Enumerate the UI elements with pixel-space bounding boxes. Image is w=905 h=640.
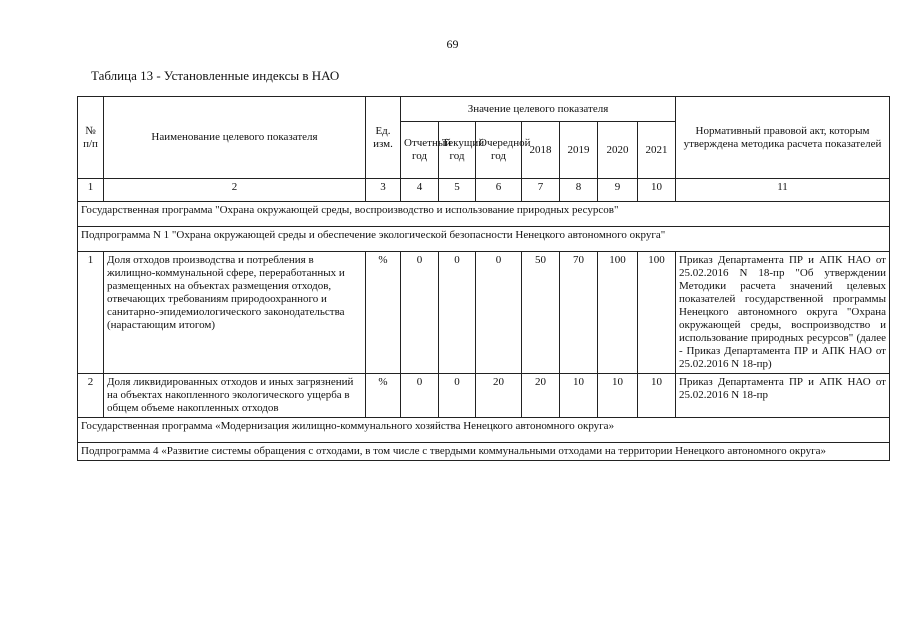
row-value: 10: [560, 374, 598, 418]
page-number: 69: [446, 37, 459, 51]
row-act: Приказ Департамента ПР и АПК НАО от 25.02.2016 N 18-пр: [676, 374, 890, 418]
header-next-year: Очередной год: [476, 122, 522, 179]
column-number: 1: [78, 179, 104, 202]
column-number: 9: [598, 179, 638, 202]
row-act: Приказ Департамента ПР и АПК НАО от 25.02.2016 N 18-пр "Об утверждении Методики расчета значений целевых показателей государственной программы Ненецкого автономного округа "Охрана окружающей среды, воспроизводство и использование природных ресурсов" (далее - Приказ Департамента ПР и АПК НАО от 25.02.2016 N 18-пр): [676, 252, 890, 374]
header-group: Значение целевого показателя: [401, 97, 676, 122]
header-year-2020: 2020: [598, 122, 638, 179]
row-name: Доля отходов производства и потребления в жилищно-коммунальной сфере, переработанных и размещенных на объектах размещения отходов, отвечающих требованиям природоохранного и санитарно-эпидемиологического законодательства (нарастающим итогом): [104, 252, 366, 374]
header-year-2019: 2019: [560, 122, 598, 179]
header-act: Нормативный правовой акт, которым утверждена методика расчета показателей: [676, 97, 890, 179]
row-unit: %: [366, 252, 401, 374]
header-unit: Ед. изм.: [366, 97, 401, 179]
row-unit: %: [366, 374, 401, 418]
row-value: 20: [476, 374, 522, 418]
header-current-year: Текущий год: [439, 122, 476, 179]
table-caption: Таблица 13 - Установленные индексы в НАО: [91, 68, 340, 83]
header-num: № п/п: [78, 97, 104, 179]
row-value: 50: [522, 252, 560, 374]
section-title: Государственная программа "Охрана окружающей среды, воспроизводство и использование природных ресурсов": [78, 202, 890, 227]
row-num: 1: [78, 252, 104, 374]
indicators-table: [77, 96, 890, 461]
row-value: 70: [560, 252, 598, 374]
column-number: 2: [104, 179, 366, 202]
column-number: 10: [638, 179, 676, 202]
header-year-2018: 2018: [522, 122, 560, 179]
row-value: 10: [598, 374, 638, 418]
subsection-title: Подпрограмма N 1 "Охрана окружающей среды и обеспечение экологической безопасности Ненецкого автономного округа": [78, 227, 890, 252]
row-value: 20: [522, 374, 560, 418]
header-year-2021: 2021: [638, 122, 676, 179]
subsection-row: [78, 227, 890, 252]
row-value: 100: [638, 252, 676, 374]
column-number: 4: [401, 179, 439, 202]
section-row: [78, 202, 890, 227]
section-row: [78, 418, 890, 443]
column-number: 5: [439, 179, 476, 202]
section-title: Государственная программа «Модернизация жилищно-коммунального хозяйства Ненецкого автономного округа»: [78, 418, 890, 443]
table-row: [78, 374, 890, 418]
row-value: 0: [439, 252, 476, 374]
header-name: Наименование целевого показателя: [104, 97, 366, 179]
column-numbers-row: [78, 179, 890, 202]
header-report-year: Отчетный год: [401, 122, 439, 179]
row-value: 0: [439, 374, 476, 418]
row-value: 0: [401, 374, 439, 418]
column-number: 11: [676, 179, 890, 202]
row-name: Доля ликвидированных отходов и иных загрязнений на объектах накопленного экологического ущерба в общем объеме накопленных отходов: [104, 374, 366, 418]
column-number: 6: [476, 179, 522, 202]
row-value: 0: [401, 252, 439, 374]
header-row-1: [78, 97, 890, 122]
row-value: 0: [476, 252, 522, 374]
column-number: 7: [522, 179, 560, 202]
column-number: 3: [366, 179, 401, 202]
row-value: 10: [638, 374, 676, 418]
column-number: 8: [560, 179, 598, 202]
subsection-row: [78, 443, 890, 461]
row-num: 2: [78, 374, 104, 418]
row-value: 100: [598, 252, 638, 374]
table-row: [78, 252, 890, 374]
subsection-title: Подпрограмма 4 «Развитие системы обращения с отходами, в том числе с твердыми коммунальными отходами на территории Ненецкого автономного округа»: [78, 443, 890, 461]
